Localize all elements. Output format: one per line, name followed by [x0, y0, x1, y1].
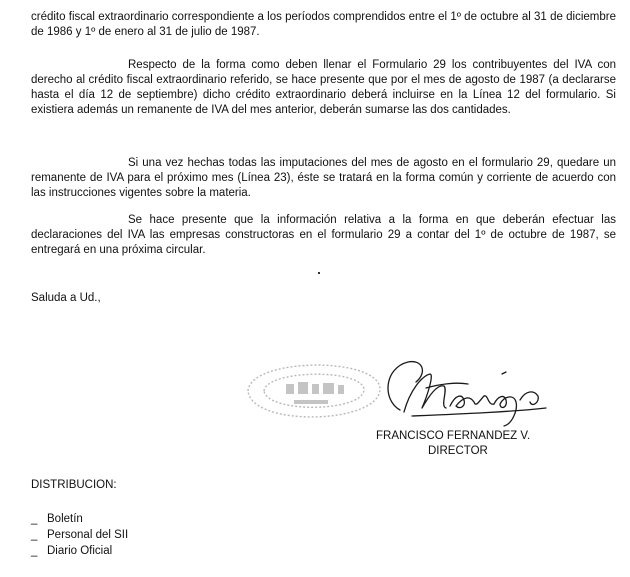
- signer-title: DIRECTOR: [428, 445, 488, 457]
- distribution-item-label: Boletín: [47, 513, 83, 525]
- official-seal-stamp: [238, 346, 388, 436]
- signer-name: FRANCISCO FERNANDEZ V.: [376, 430, 531, 442]
- paragraph-3: Si una vez hechas todas las imputaciones del mes de agosto en el formulario 29, quedare un remanente de IVA para el próximo mes (Línea 23), éste se tratará en la forma común y corriente de acuerdo con las instrucciones vigentes sobre la materia.: [31, 157, 616, 199]
- list-item: _ Boletín: [31, 513, 83, 525]
- distribution-list: [31, 511, 128, 559]
- distribution-item-label: Personal del SII: [47, 529, 129, 541]
- distribution-heading: DISTRIBUCION:: [31, 479, 117, 491]
- list-item: _ Diario Oficial: [31, 545, 113, 557]
- paragraph-4: Se hace presente que la información relativa a la forma en que deberán efectuar las declaraciones del IVA las empresas constructoras en el formulario 29 a contar del 1º de octubre de 1987, se entregará en una próxima circular.: [31, 214, 616, 256]
- paragraph-1: crédito fiscal extraordinario correspondiente a los períodos comprendidos entre el 1º de octubre al 31 de diciembre de 1986 y 1º de enero al 31 de julio de 1987.: [31, 11, 616, 38]
- paragraph-2: Respecto de la forma como deben llenar el Formulario 29 los contribuyentes del IVA con derecho al crédito fiscal extraordinario referido, se hace presente que por el mes de agosto de 1987 (a declararse hasta el día 12 de septiembre) dicho crédito extraordinario deberá incluirse en la Línea 12 del formulario. Si existiera además un remanente de IVA del mes anterior, deberán sumarse las dos cantidades.: [31, 59, 616, 116]
- distribution-item-label: Diario Oficial: [47, 545, 113, 557]
- closing-salutation: Saluda a Ud.,: [31, 292, 101, 304]
- handwritten-signature: [370, 350, 560, 435]
- list-item: _ Personal del SII: [31, 529, 129, 541]
